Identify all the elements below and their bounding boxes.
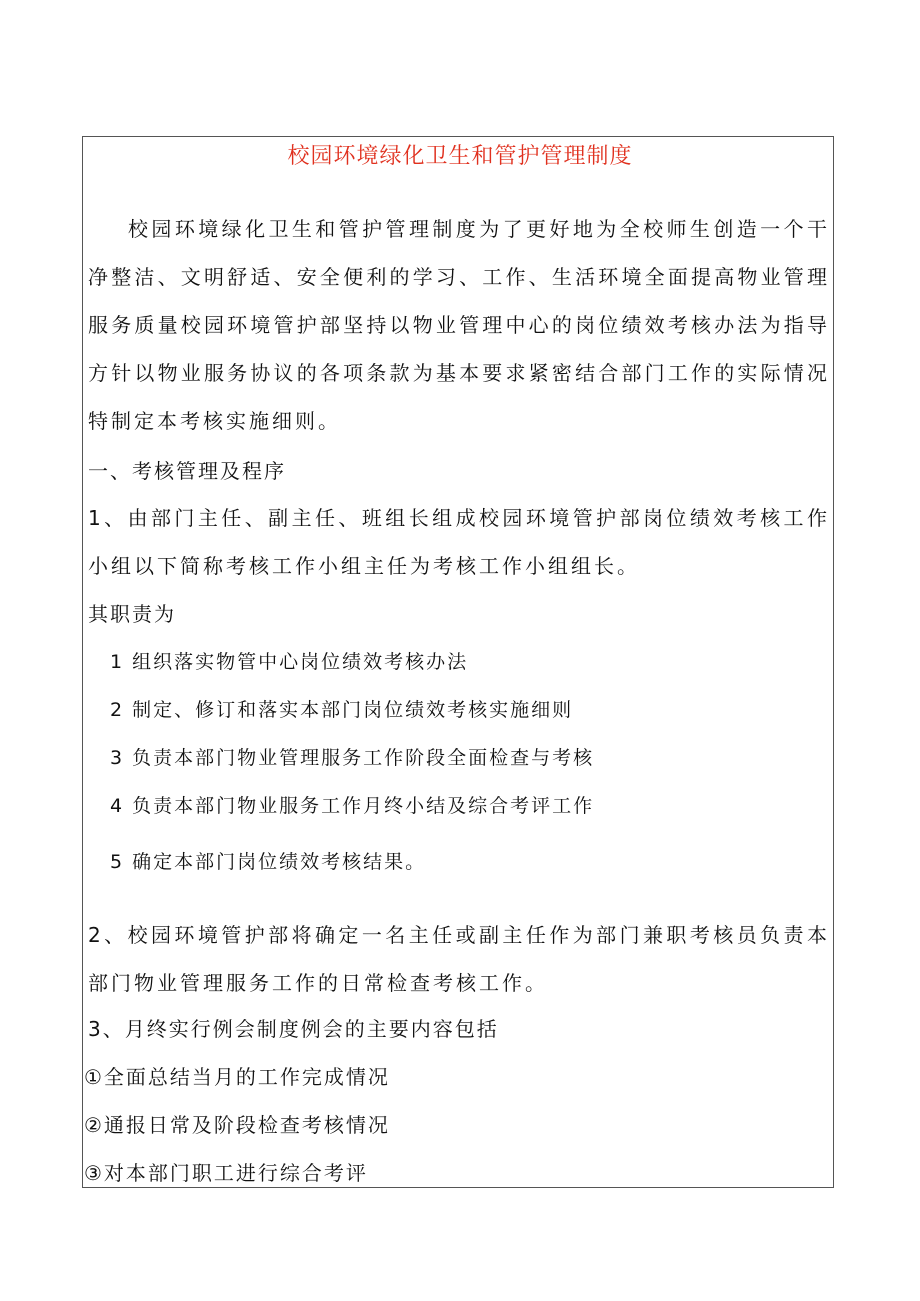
duty-item: 3 负责本部门物业管理服务工作阶段全面检查与考核 bbox=[110, 747, 595, 769]
duty-item: 1 组织落实物管中心岗位绩效考核办法 bbox=[110, 651, 469, 673]
duty-item: 5 确定本部门岗位绩效考核结果。 bbox=[110, 851, 427, 873]
duty-item: 2 制定、修订和落实本部门岗位绩效考核实施细则 bbox=[110, 699, 574, 721]
duty-item: 4 负责本部门物业服务工作月终小结及综合考评工作 bbox=[110, 795, 595, 817]
intro-paragraph: 校园环境绿化卫生和管护管理制度为了更好地为全校师生创造一个干净整洁、文明舒适、安全便利的学习、工作、生活环境全面提高物业管理服务质量校园环境管护部坚持以物业管理中心的岗位绩效考核办法为指导方针以物业服务协议的各项条款为基本要求紧密结合部门工作的实际情况特制定本考核实施细则。 bbox=[88, 217, 830, 433]
item-3-heading: 3、月终实行例会制度例会的主要内容包括 bbox=[88, 1017, 499, 1041]
meeting-item: ②通报日常及阶段检查考核情况 bbox=[84, 1113, 390, 1137]
item-1-paragraph: 1、由部门主任、副主任、班组长组成校园环境管护部岗位绩效考核工作小组以下简称考核工作小组主任为考核工作小组组长。 bbox=[88, 506, 830, 578]
duties-label: 其职责为 bbox=[88, 602, 176, 626]
section-heading: 一、考核管理及程序 bbox=[88, 459, 286, 483]
document-title: 校园环境绿化卫生和管护管理制度 bbox=[287, 144, 633, 169]
item-2-paragraph: 2、校园环境管护部将确定一名主任或副主任作为部门兼职考核员负责本部门物业管理服务工作的日常检查考核工作。 bbox=[88, 923, 830, 995]
meeting-item: ③对本部门职工进行综合考评 bbox=[84, 1161, 368, 1185]
meeting-item: ①全面总结当月的工作完成情况 bbox=[84, 1065, 390, 1089]
